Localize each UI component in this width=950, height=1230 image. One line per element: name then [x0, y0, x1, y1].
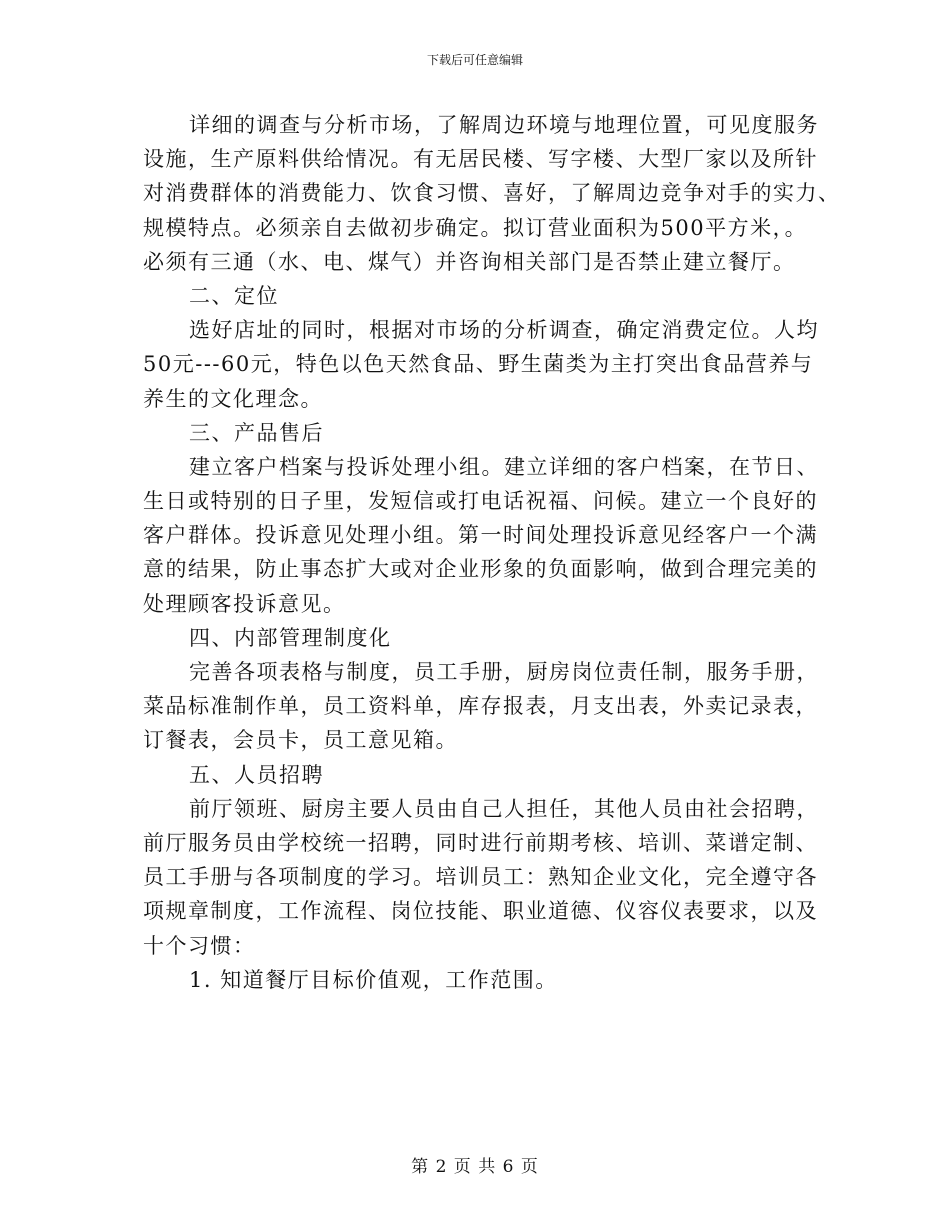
text-line: 建立客户档案与投诉处理小组。建立详细的客户档案，在节日、: [189, 454, 819, 479]
text-line: 处理顾客投诉意见。: [143, 591, 346, 616]
text-line: 必须有三通（水、电、煤气）并咨询相关部门是否禁止建立餐厅。: [143, 249, 796, 274]
text-line: 二、定位: [189, 283, 279, 308]
text-line: 生日或特别的日子里，发短信或打电话祝福、问候。建立一个良好的: [143, 489, 818, 514]
document-body: [143, 108, 841, 997]
text-line: 完善各项表格与制度，员工手册，厨房岗位责任制，服务手册，: [189, 660, 819, 684]
text-line: 订餐表，会员卡，员工意见箱。: [143, 728, 458, 753]
text-line: 四、内部管理制度化: [189, 625, 392, 650]
text-line: 对消费群体的消费能力、饮食习惯、喜好，了解周边竞争对手的实力、: [143, 181, 841, 206]
text-line: 客户群体。投诉意见处理小组。第一时间处理投诉意见经客户一个满: [143, 523, 818, 548]
text-line: 前厅领班、厨房主要人员由自己人担任，其他人员由社会招聘，: [189, 796, 819, 821]
text-line: 详细的调查与分析市场，了解周边环境与地理位置，可见度服务: [189, 113, 819, 137]
text-line: 五、人员招聘: [189, 762, 324, 787]
text-line: 设施，生产原料供给情况。有无居民楼、写字楼、大型厂家以及所针: [143, 147, 818, 172]
text-line: 项规章制度，工作流程、岗位技能、职业道德、仪容仪表要求，以及: [143, 899, 818, 924]
text-line: 十个习惯：: [143, 933, 256, 958]
text-line: 1. 知道餐厅目标价值观，工作范围。: [189, 967, 558, 992]
text-line: 50元---60元，特色以色天然食品、野生菌类为主打突出食品营养与: [143, 352, 814, 377]
text-line: 菜品标准制作单，员工资料单，库存报表，月支出表，外卖记录表，: [143, 694, 818, 719]
text-line: 养生的文化理念。: [143, 386, 323, 411]
text-line: 员工手册与各项制度的学习。培训员工：熟知企业文化，完全遵守各: [143, 865, 818, 890]
text-line: 选好店址的同时，根据对市场的分析调查，确定消费定位。人均: [189, 318, 819, 343]
text-line: 意的结果，防止事态扩大或对企业形象的负面影响，做到合理完美的: [143, 557, 818, 582]
text-line: 规模特点。必须亲自去做初步确定。拟订营业面积为500平方米，。: [143, 215, 808, 240]
page-footer: 第 2 页 共 6 页: [411, 1157, 539, 1177]
text-line: 前厅服务员由学校统一招聘，同时进行前期考核、培训、菜谱定制、: [143, 830, 818, 855]
page-header: 下载后可任意编辑: [426, 53, 523, 67]
text-line: 三、产品售后: [189, 420, 324, 445]
